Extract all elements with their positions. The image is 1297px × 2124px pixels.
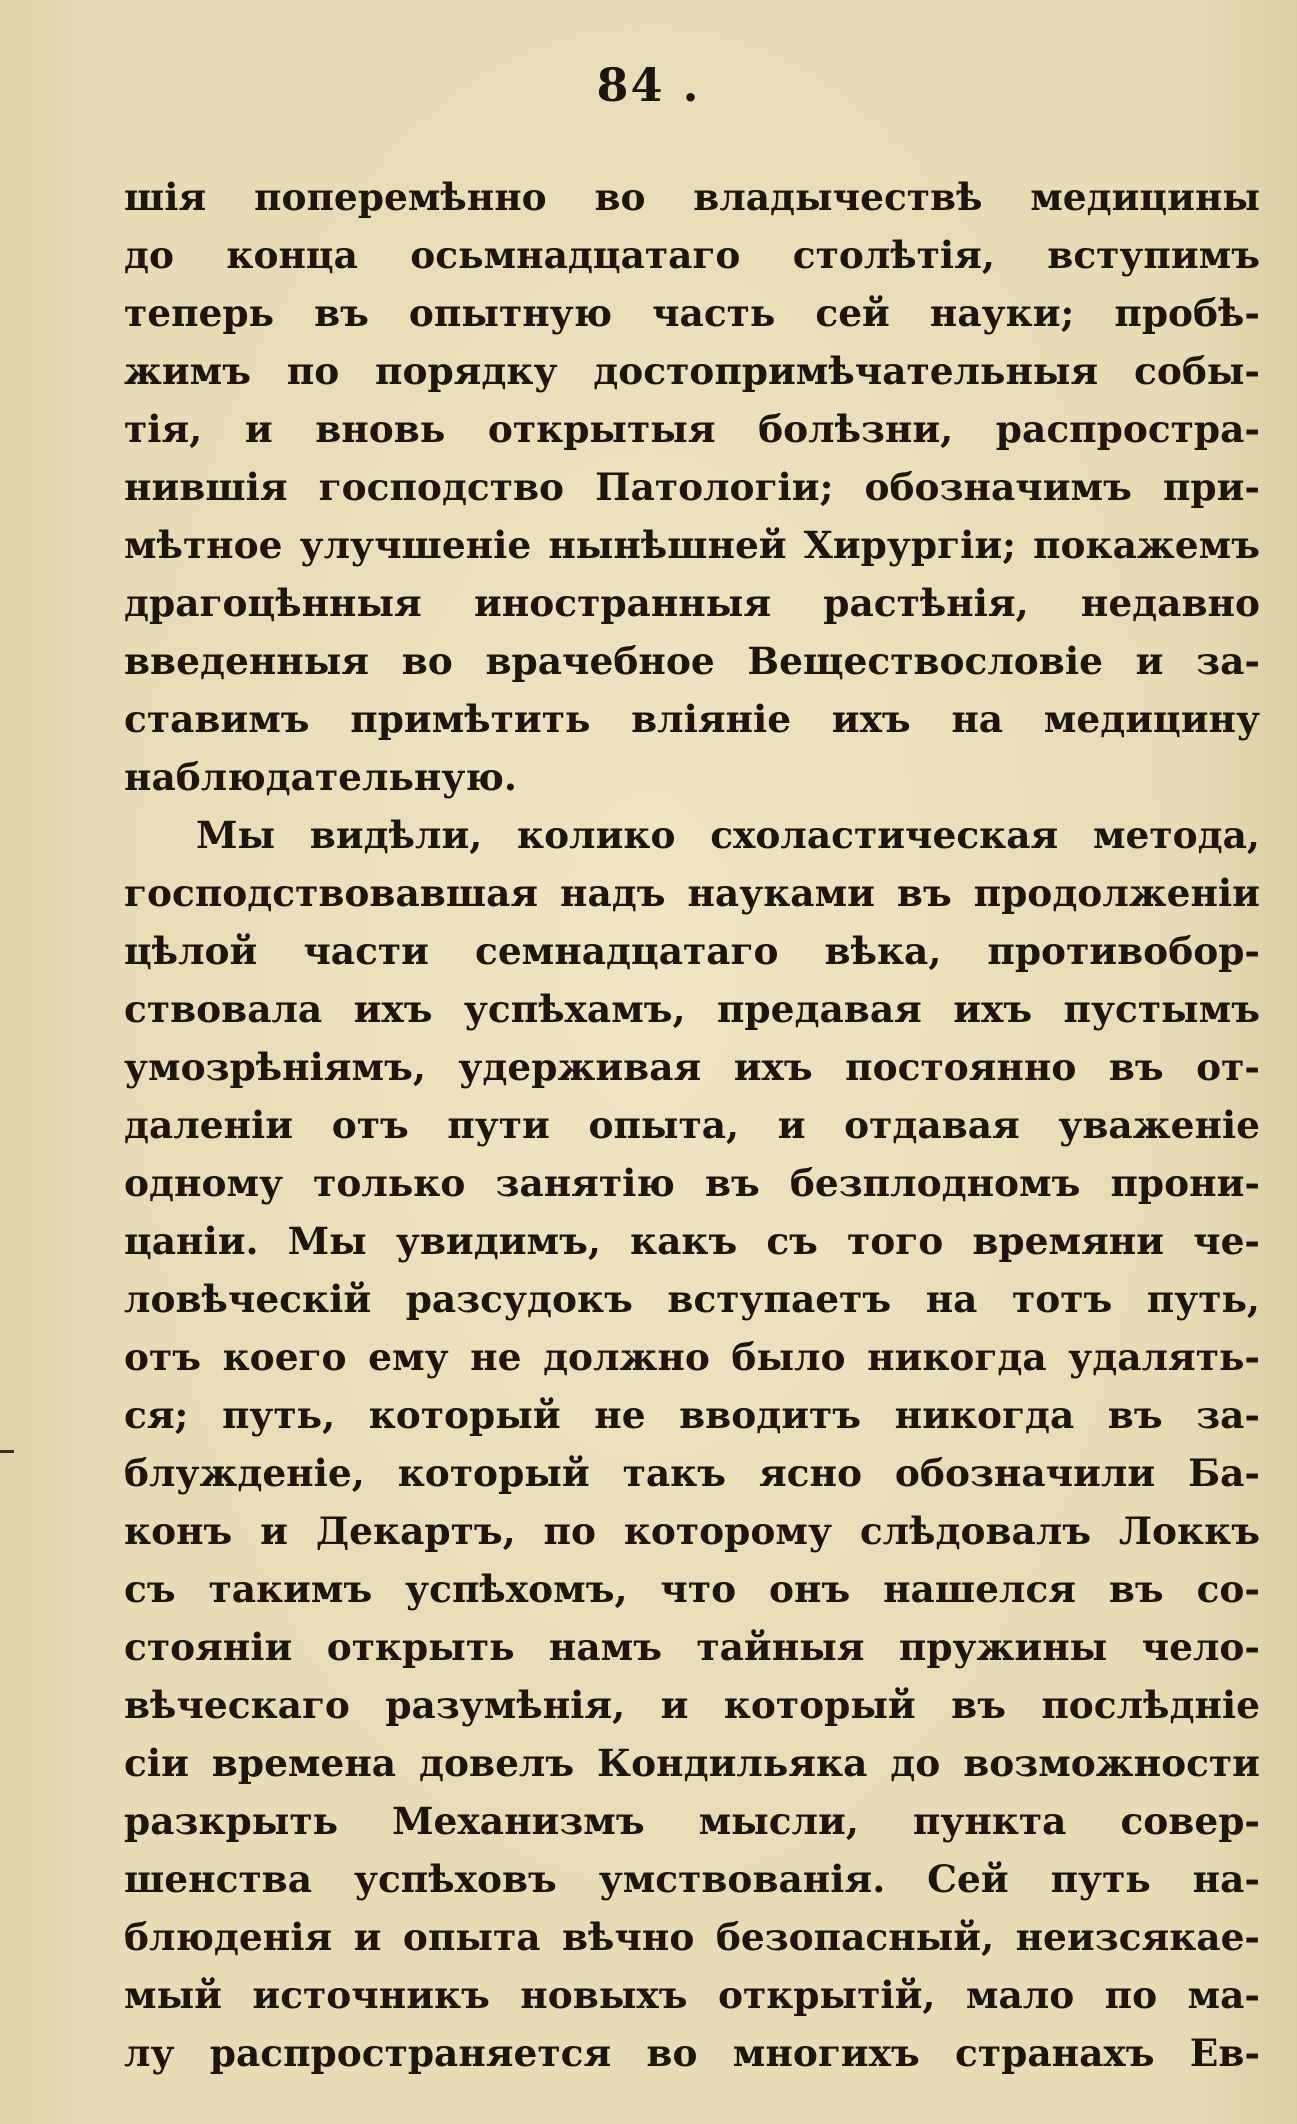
text-line: ся; путь, который не вводитъ никогда въ за- xyxy=(124,1393,1260,1437)
text-line: цаніи. Мы увидимъ, какъ съ того времяни че- xyxy=(124,1219,1260,1263)
text-line: теперь въ опытную часть сей науки; пробѣ- xyxy=(124,291,1260,335)
text-line: ловѣческій разсудокъ вступаетъ на тотъ путь, xyxy=(124,1277,1260,1321)
text-line: блюденія и опыта вѣчно безопасный, неизсякае- xyxy=(124,1915,1260,1959)
text-line: ствовала ихъ успѣхамъ, предавая ихъ пустымъ xyxy=(124,987,1260,1031)
text-line: ставимъ примѣтить вліяніе ихъ на медицину xyxy=(124,697,1260,741)
text-line: съ такимъ успѣхомъ, что онъ нашелся въ со- xyxy=(124,1567,1260,1611)
text-line: умозрѣніямъ, удерживая ихъ постоянно въ от- xyxy=(124,1045,1260,1089)
text-line: отъ коего ему не должно было никогда удалять- xyxy=(124,1335,1260,1379)
text-line: тія, и вновь открытыя болѣзни, распростра- xyxy=(124,407,1260,451)
text-line: конъ и Декартъ, по которому слѣдовалъ Локкъ xyxy=(124,1509,1260,1553)
text-line: вѣческаго разумѣнія, и который въ послѣдніе xyxy=(124,1683,1260,1727)
text-line: шія поперемѣнно во владычествѣ медицины xyxy=(124,175,1260,219)
text-line: сіи времена довелъ Кондильяка до возможности xyxy=(124,1741,1260,1785)
text-line: лу распространяется во многихъ странахъ Ев- xyxy=(124,2031,1260,2075)
text-line: драгоцѣнныя иностранныя растѣнія, недавно xyxy=(124,581,1260,625)
text-line: мый источникъ новыхъ открытій, мало по ма- xyxy=(124,1973,1260,2017)
body-text xyxy=(124,168,1260,2082)
text-line: даленіи отъ пути опыта, и отдавая уваженіе xyxy=(124,1103,1260,1147)
text-line: жимъ по порядку достопримѣчательныя собы- xyxy=(124,349,1260,393)
text-line: мѣтное улучшеніе нынѣшней Хирургіи; покажемъ xyxy=(124,523,1260,567)
text-line: одному только занятію въ безплодномъ прони- xyxy=(124,1161,1260,1205)
text-line: Мы видѣли, колико схоластическая метода, xyxy=(196,813,1260,857)
text-line: цѣлой части семнадцатаго вѣка, противобор- xyxy=(124,929,1260,973)
text-line: введенныя во врачебное Веществословіе и за- xyxy=(124,639,1260,683)
text-line: до конца осьмнадцатаго столѣтія, вступимъ xyxy=(124,233,1260,277)
text-line: разкрыть Механизмъ мысли, пункта совер- xyxy=(124,1799,1260,1843)
text-line: наблюдательную. xyxy=(124,755,517,799)
text-line: блужденіе, который такъ ясно обозначили Ба- xyxy=(124,1451,1260,1495)
text-line: стояніи открыть намъ тайныя пружины чело- xyxy=(124,1625,1260,1669)
margin-mark xyxy=(0,1450,14,1453)
text-line: нившія господство Патологіи; обозначимъ при- xyxy=(124,465,1260,509)
page-number: 84 . xyxy=(596,58,701,112)
text-line: шенства успѣховъ умствованія. Сей путь на- xyxy=(124,1857,1260,1901)
text-line: господствовавшая надъ науками въ продолженіи xyxy=(124,871,1260,915)
